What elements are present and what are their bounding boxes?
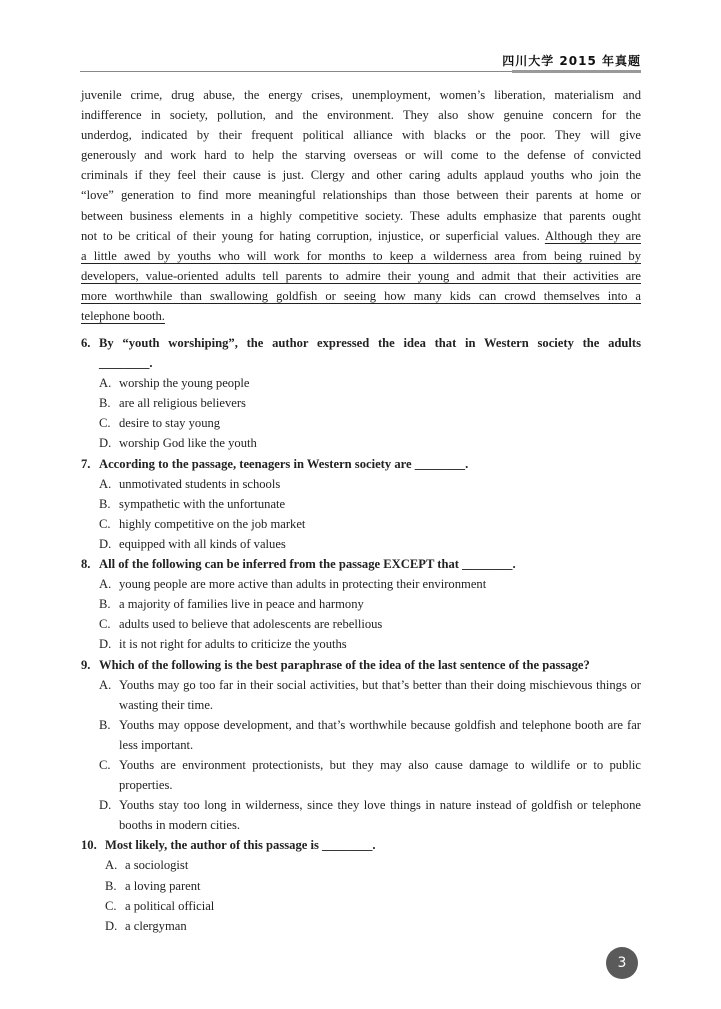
option-letter: A. xyxy=(99,376,112,391)
passage-line: generously and work hard to help the starving overseas or will come to the defense of convicted xyxy=(81,148,641,163)
option-d[interactable] xyxy=(81,916,641,936)
option-c[interactable] xyxy=(81,514,641,534)
option-text: worship God like the youth xyxy=(119,436,257,451)
option-letter: D. xyxy=(105,918,118,933)
question-text: According to the passage, teenagers in Western society are ________. xyxy=(99,456,469,471)
option-a[interactable] xyxy=(81,373,641,393)
option-a[interactable] xyxy=(81,675,641,715)
option-letter: C. xyxy=(99,516,111,531)
answer-blank: ________. xyxy=(99,356,153,371)
page-header-title: 四川大学 2015 年真题 xyxy=(502,54,641,68)
passage-line: juvenile crime, drug abuse, the energy crises, unemployment, women’s liberation, materialism and xyxy=(81,88,641,102)
underlined-passage-line: more worthwhile than swallowing goldfish or seeing how many kids can crowd themselves into a xyxy=(81,288,641,303)
option-letter: B. xyxy=(105,878,117,893)
option-letter: D. xyxy=(99,798,112,813)
question-stem xyxy=(81,554,641,574)
reading-passage xyxy=(81,85,641,326)
option-text: young people are more active than adults in protecting their environment xyxy=(119,577,487,592)
header-accent-bar xyxy=(512,70,641,73)
question-10 xyxy=(81,835,641,935)
option-text: a political official xyxy=(125,898,215,913)
question-6 xyxy=(81,333,641,454)
option-c[interactable] xyxy=(81,413,641,433)
question-7 xyxy=(81,454,641,554)
question-stem xyxy=(81,655,641,675)
question-text: Most likely, the author of this passage is ________. xyxy=(105,838,376,853)
option-c[interactable] xyxy=(81,896,641,916)
option-letter: C. xyxy=(99,617,111,632)
option-text: Youths may oppose development, and that’s worthwhile because goldfish and telephone booth are far less important. xyxy=(119,717,641,752)
passage-line: “love” generation to find more meaningful relationships than those between their parents at home or xyxy=(81,188,641,203)
option-b[interactable] xyxy=(81,876,641,896)
option-letter: C. xyxy=(99,757,111,772)
underlined-passage-line: developers, value-oriented adults tell parents to admire their young and admit that their activities are xyxy=(81,268,641,283)
option-b[interactable] xyxy=(81,594,641,614)
underlined-sentence-start: Although they are xyxy=(544,228,641,243)
passage-line xyxy=(81,226,641,246)
passage-line: indifference in society, pollution, and the environment. They also show genuine concern for the xyxy=(81,108,641,123)
option-text: unmotivated students in schools xyxy=(119,476,281,491)
option-text: adults used to believe that adolescents are rebellious xyxy=(119,617,383,632)
option-letter: D. xyxy=(99,536,112,551)
option-d[interactable] xyxy=(81,634,641,654)
question-9 xyxy=(81,655,641,836)
option-a[interactable] xyxy=(81,474,641,494)
option-d[interactable] xyxy=(81,534,641,554)
page-number-badge: 3 xyxy=(606,947,638,979)
option-letter: A. xyxy=(99,476,112,491)
question-text: All of the following can be inferred from the passage EXCEPT that ________. xyxy=(99,557,516,572)
question-8 xyxy=(81,554,641,654)
passage-text: not to be critical of their young for hating corruption, injustice, or superficial values. xyxy=(81,228,540,243)
option-text: desire to stay young xyxy=(119,416,221,431)
option-c[interactable] xyxy=(81,614,641,634)
question-number: 6. xyxy=(81,336,91,350)
option-letter: B. xyxy=(99,597,111,612)
option-letter: C. xyxy=(105,898,117,913)
option-b[interactable] xyxy=(81,393,641,413)
option-text: Youths stay too long in wilderness, since they love things in nature instead of goldfish or telephone booths in modern cities. xyxy=(119,798,641,833)
question-number: 9. xyxy=(81,657,91,672)
option-text: Youths may go too far in their social activities, but that’s better than their doing mischievous things or wasting their time. xyxy=(119,677,641,712)
question-number: 7. xyxy=(81,456,91,471)
option-text: a loving parent xyxy=(125,878,201,893)
question-text: By “youth worshiping”, the author expressed the idea that in Western society the adults xyxy=(99,336,641,350)
option-text: equipped with all kinds of values xyxy=(119,536,286,551)
question-stem xyxy=(81,454,641,474)
question-number: 8. xyxy=(81,557,91,572)
option-b[interactable] xyxy=(81,494,641,514)
option-d[interactable] xyxy=(81,433,641,453)
passage-line: criminals if they feel their cause is just. Clergy and other caring adults applaud youths who join the xyxy=(81,168,641,183)
question-text: Which of the following is the best paraphrase of the idea of the last sentence of the passage? xyxy=(99,657,590,672)
option-c[interactable] xyxy=(81,755,641,795)
option-letter: C. xyxy=(99,416,111,431)
option-a[interactable] xyxy=(81,855,641,875)
option-d[interactable] xyxy=(81,795,641,835)
question-list xyxy=(81,333,641,936)
option-text: a majority of families live in peace and harmony xyxy=(119,597,364,612)
option-letter: A. xyxy=(99,677,112,692)
passage-line xyxy=(81,306,641,326)
passage-line: between business elements in a highly competitive society. These adults emphasize that parents ought xyxy=(81,208,641,223)
question-stem xyxy=(81,835,641,855)
option-b[interactable] xyxy=(81,715,641,755)
option-letter: B. xyxy=(99,496,111,511)
option-letter: A. xyxy=(105,858,118,873)
question-number: 10. xyxy=(81,838,97,853)
underlined-sentence-end: telephone booth. xyxy=(81,309,165,324)
passage-line: underdog, indicated by their frequent political alliance with blacks or the poor. They will give xyxy=(81,128,641,143)
option-a[interactable] xyxy=(81,574,641,594)
option-text: Youths are environment protectionists, but they may also cause damage to wildlife or to public properties. xyxy=(119,757,641,793)
option-text: worship the young people xyxy=(119,376,250,391)
option-letter: D. xyxy=(99,436,112,451)
option-letter: A. xyxy=(99,577,112,592)
option-text: it is not right for adults to criticize the youths xyxy=(119,637,347,652)
option-letter: B. xyxy=(99,717,111,732)
option-text: a clergyman xyxy=(125,918,187,933)
option-letter: D. xyxy=(99,637,112,652)
question-stem xyxy=(81,333,641,353)
option-letter: B. xyxy=(99,396,111,411)
underlined-passage-line: a little awed by youths who will work for months to keep a wilderness area from being ruined by xyxy=(81,248,641,263)
option-text: a sociologist xyxy=(125,858,189,873)
option-text: highly competitive on the job market xyxy=(119,516,306,531)
option-text: are all religious believers xyxy=(119,396,246,411)
option-text: sympathetic with the unfortunate xyxy=(119,496,286,511)
